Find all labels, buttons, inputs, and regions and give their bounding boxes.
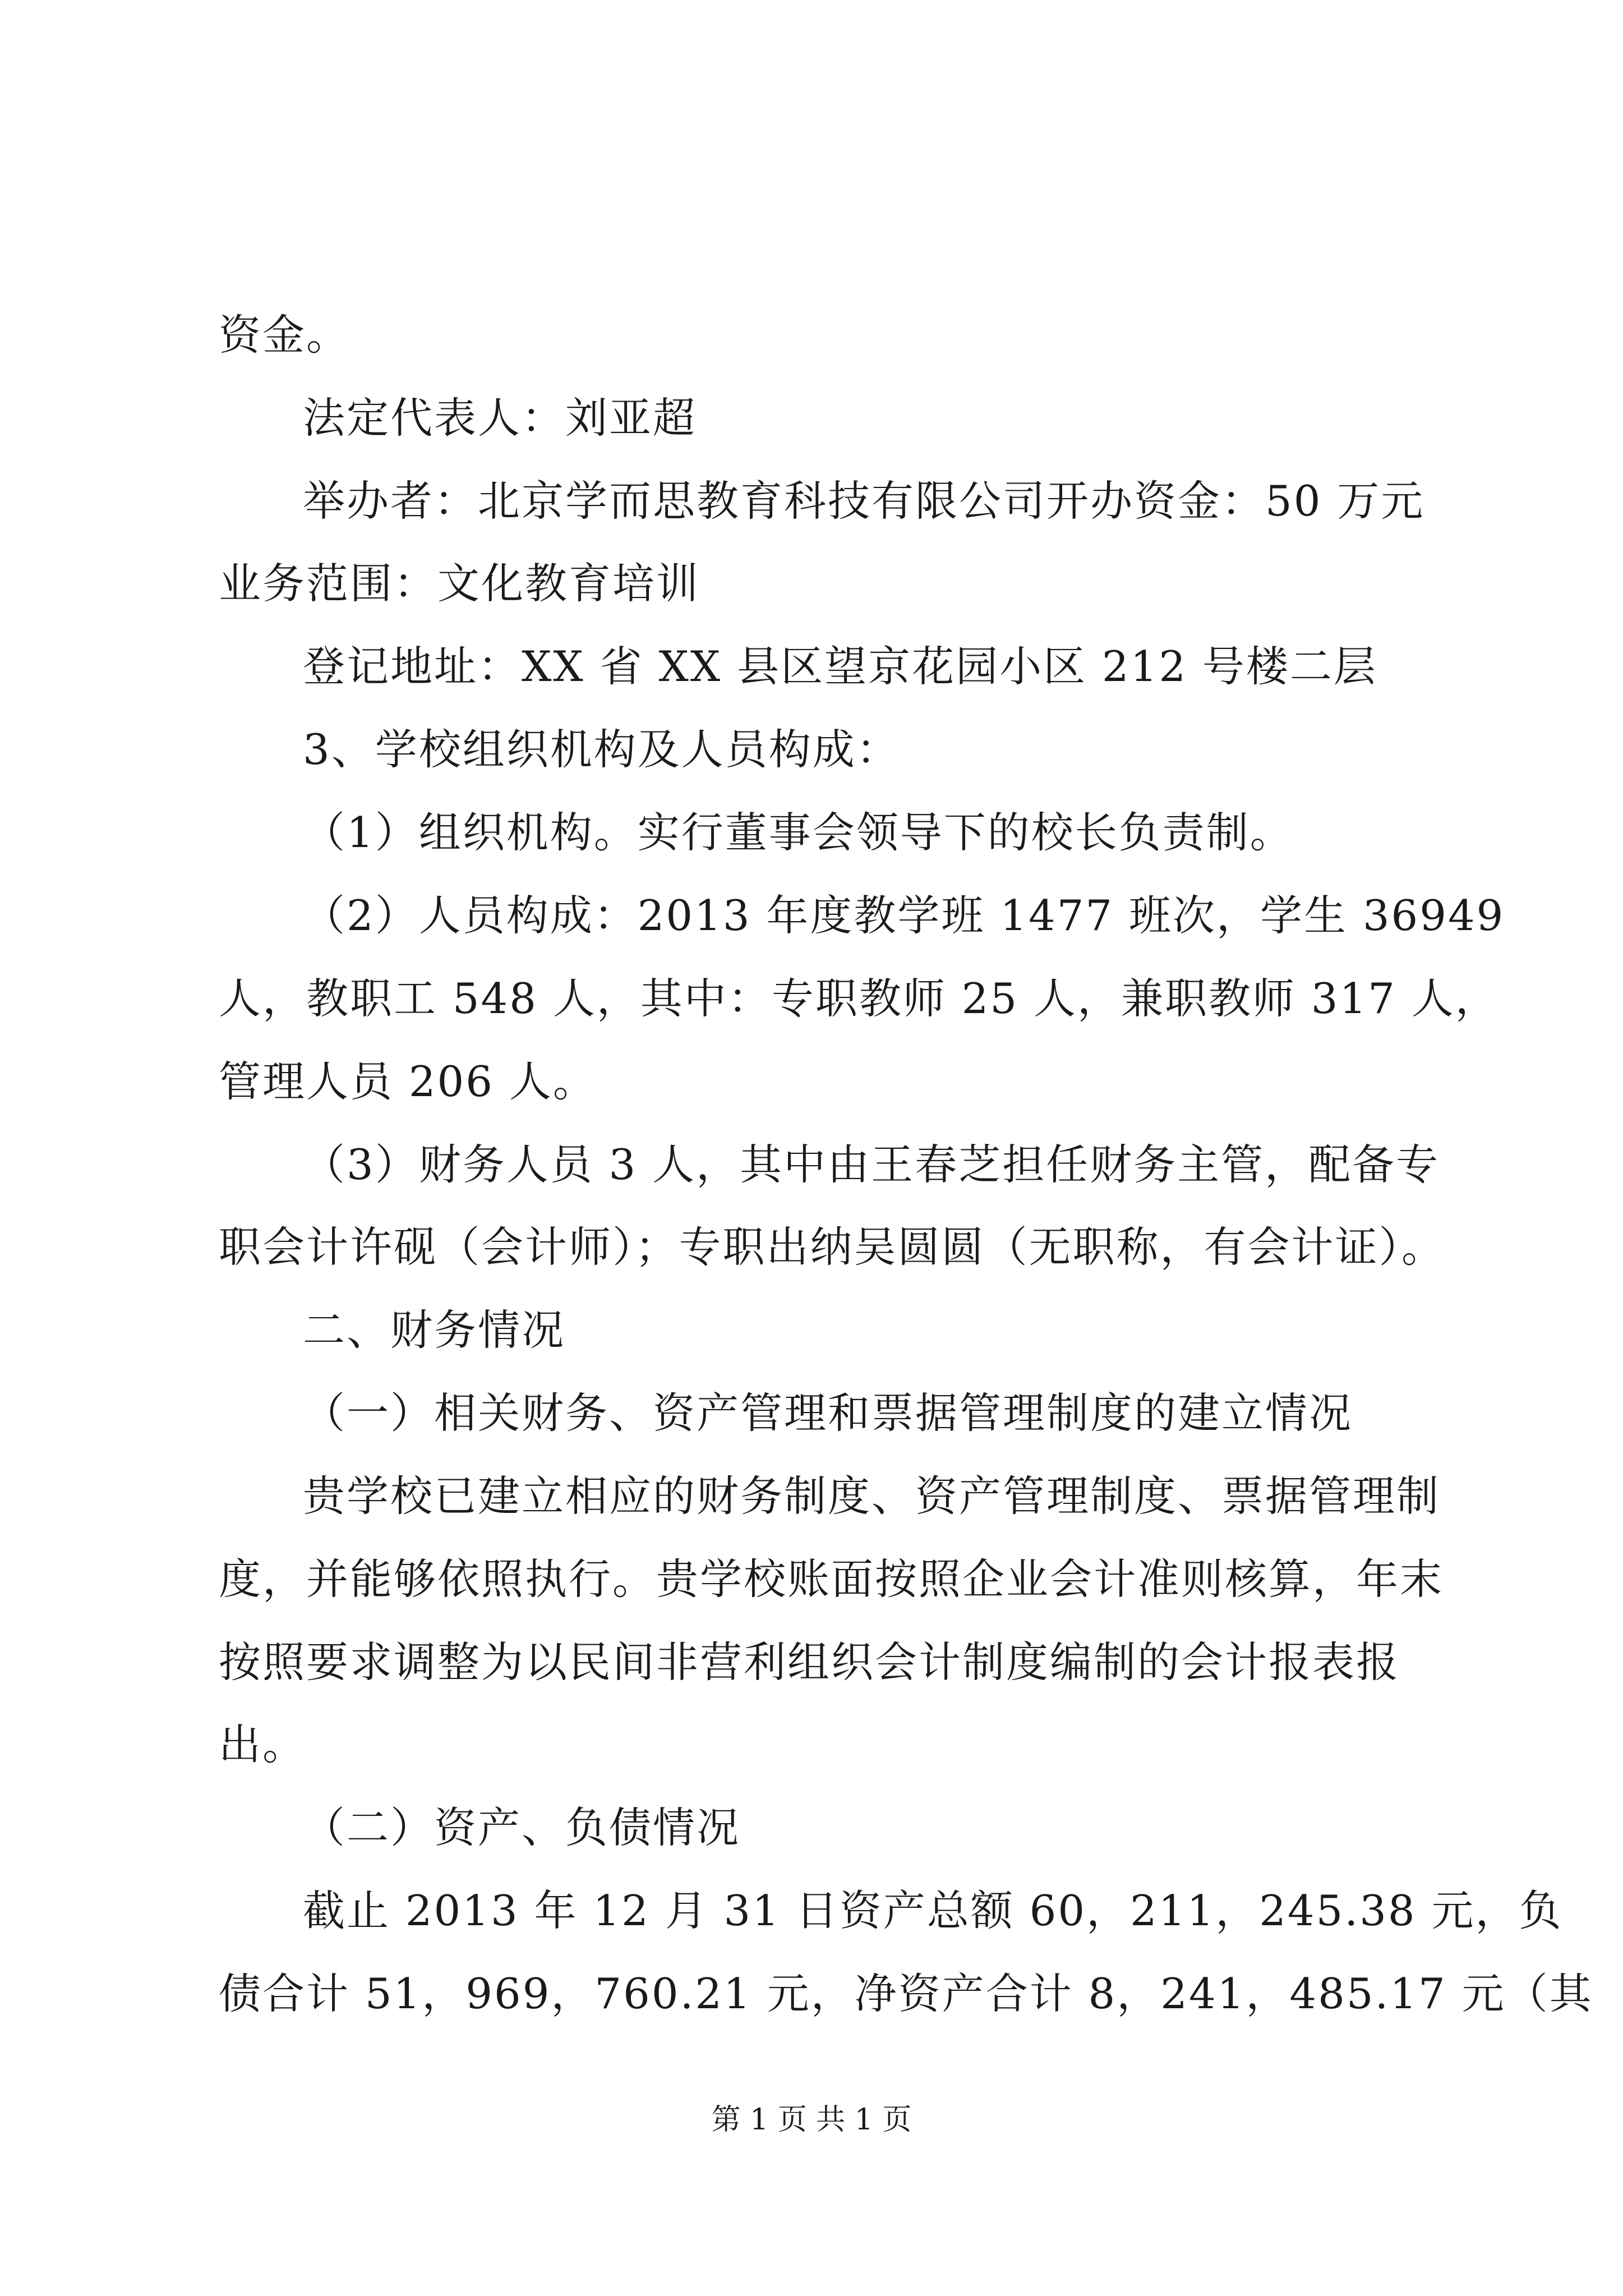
text-line: 贵学校已建立相应的财务制度、资产管理制度、票据管理制 [303,1471,1441,1521]
page-number-footer: 第 1 页 共 1 页 [711,2103,912,2137]
text-line: 3、学校组织机构及人员构成： [303,725,900,774]
text-line: 人，教职工 548 人，其中：专职教师 25 人，兼职教师 317 人， [219,974,1499,1023]
text-line: 按照要求调整为以民间非营利组织会计制度编制的会计报表报 [219,1637,1400,1687]
subsection-heading: （二）资产、负债情况 [303,1803,741,1852]
section-heading: 二、财务情况 [303,1305,566,1355]
text-line: 举办者：北京学而思教育科技有限公司开办资金：50 万元 [303,476,1425,526]
text-line: 资金。 [219,310,351,360]
text-line: 截止 2013 年 12 月 31 日资产总额 60，211，245.38 元，负 [303,1886,1563,1935]
text-line: 度，并能够依照执行。贵学校账面按照企业会计准则核算，年末 [219,1554,1444,1604]
text-line: 管理人员 206 人。 [219,1057,597,1106]
text-line: （3）财务人员 3 人，其中由王春芝担任财务主管，配备专 [303,1140,1440,1189]
text-line: 职会计许砚（会计师）；专职出纳吴圆圆（无职称，有会计证）。 [219,1222,1446,1272]
text-line: 出。 [219,1720,307,1769]
text-line: 法定代表人：刘亚超 [303,393,697,443]
text-line: 债合计 51，969，760.21 元，净资产合计 8，241，485.17 元（其 [219,1969,1593,2018]
subsection-heading: （一）相关财务、资产管理和票据管理制度的建立情况 [303,1388,1353,1438]
text-line: （1）组织机构。实行董事会领导下的校长负责制。 [303,808,1294,857]
text-line: （2）人员构成：2013 年度教学班 1477 班次，学生 36949 [303,891,1505,940]
text-line: 业务范围：文化教育培训 [219,559,700,608]
text-line: 登记地址：XX 省 XX 县区望京花园小区 212 号楼二层 [303,642,1377,691]
